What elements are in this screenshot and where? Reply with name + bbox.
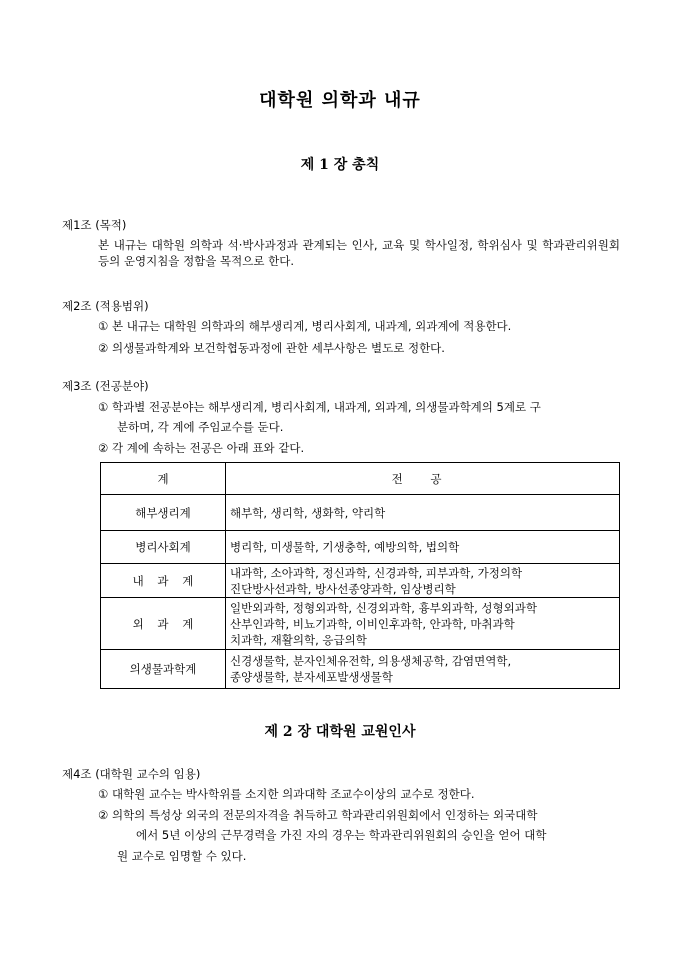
article-4-item-2c: 원 교수로 임명할 수 있다. xyxy=(117,849,247,863)
table-row xyxy=(101,650,620,689)
article-2-heading: 제2조 (적용범위) xyxy=(62,299,149,313)
chapter-2-heading: 제 2 장 대학원 교원인사 xyxy=(264,724,416,740)
article-4-item-1: ① 대학원 교수는 박사학위를 소지한 의과대학 조교수이상의 교수로 정한다. xyxy=(98,787,475,801)
table-row xyxy=(101,564,620,598)
table-cell-dept: 내 과 계 xyxy=(101,564,226,598)
article-4-heading: 제4조 (대학원 교수의 임용) xyxy=(62,767,201,781)
chapter-1-heading: 제 1 장 총칙 xyxy=(300,157,380,173)
table-cell-dept: 병리사회계 xyxy=(101,531,226,564)
article-3-heading: 제3조 (전공분야) xyxy=(62,379,149,393)
document-title: 대학원 의학과 내규 xyxy=(259,90,421,111)
table-cell-major: 병리학, 미생물학, 기생충학, 예방의학, 법의학 xyxy=(226,531,620,564)
table-cell-dept: 의생물과학계 xyxy=(101,650,226,689)
table-cell-major: 내과학, 소아과학, 정신과학, 신경과학, 피부과학, 가정의학 진단방사선과학, 방사선종양과학, 임상병리학 xyxy=(226,564,620,598)
article-1-body: 본 내규는 대학원 의학과 석·박사과정과 관계되는 인사, 교육 및 학사일정, 학위심사 및 학과관리위원회 등의 운영지침을 정함을 목적으로 한다. xyxy=(98,238,620,268)
article-4-item-2b: 에서 5년 이상의 근무경력을 가진 자의 경우는 학과관리위원회의 승인을 얻어 대학 xyxy=(136,828,547,842)
article-3-item-1a: ① 학과별 전공분야는 해부생리계, 병리사회계, 내과계, 외과계, 의생물과학계의 5계로 구 xyxy=(98,400,541,414)
table-cell-major: 해부학, 생리학, 생화학, 약리학 xyxy=(226,495,620,531)
article-1-heading: 제1조 (목적) xyxy=(62,218,127,232)
table-cell-dept: 외 과 계 xyxy=(101,598,226,650)
table-row xyxy=(101,495,620,531)
table-row xyxy=(101,531,620,564)
article-2-item-2: ② 의생물과학계와 보건학협동과정에 관한 세부사항은 별도로 정한다. xyxy=(98,341,445,355)
table-row xyxy=(101,598,620,650)
article-4-item-2a: ② 의학의 특성상 외국의 전문의자격을 취득하고 학과관리위원회에서 인정하는 외국대학 xyxy=(98,808,538,822)
majors-table xyxy=(100,462,620,689)
article-3-item-2: ② 각 계에 속하는 전공은 아래 표와 같다. xyxy=(98,441,305,455)
article-3-item-1b: 분하며, 각 계에 주임교수를 둔다. xyxy=(117,420,284,434)
table-header-dept: 계 xyxy=(101,463,226,495)
table-cell-major: 일반외과학, 정형외과학, 신경외과학, 흉부외과학, 성형외과학 산부인과학, 비뇨기과학, 이비인후과학, 안과학, 마취과학 치과학, 재활의학, 응급의학 xyxy=(226,598,620,650)
table-header-row xyxy=(101,463,620,495)
table-cell-major: 신경생물학, 분자인체유전학, 의용생체공학, 감염면역학, 종양생물학, 분자세포발생생물학 xyxy=(226,650,620,689)
article-2-item-1: ① 본 내규는 대학원 의학과의 해부생리계, 병리사회계, 내과계, 외과계에 적용한다. xyxy=(98,319,512,333)
table-cell-dept: 해부생리계 xyxy=(101,495,226,531)
table-header-major: 전 공 xyxy=(226,463,620,495)
